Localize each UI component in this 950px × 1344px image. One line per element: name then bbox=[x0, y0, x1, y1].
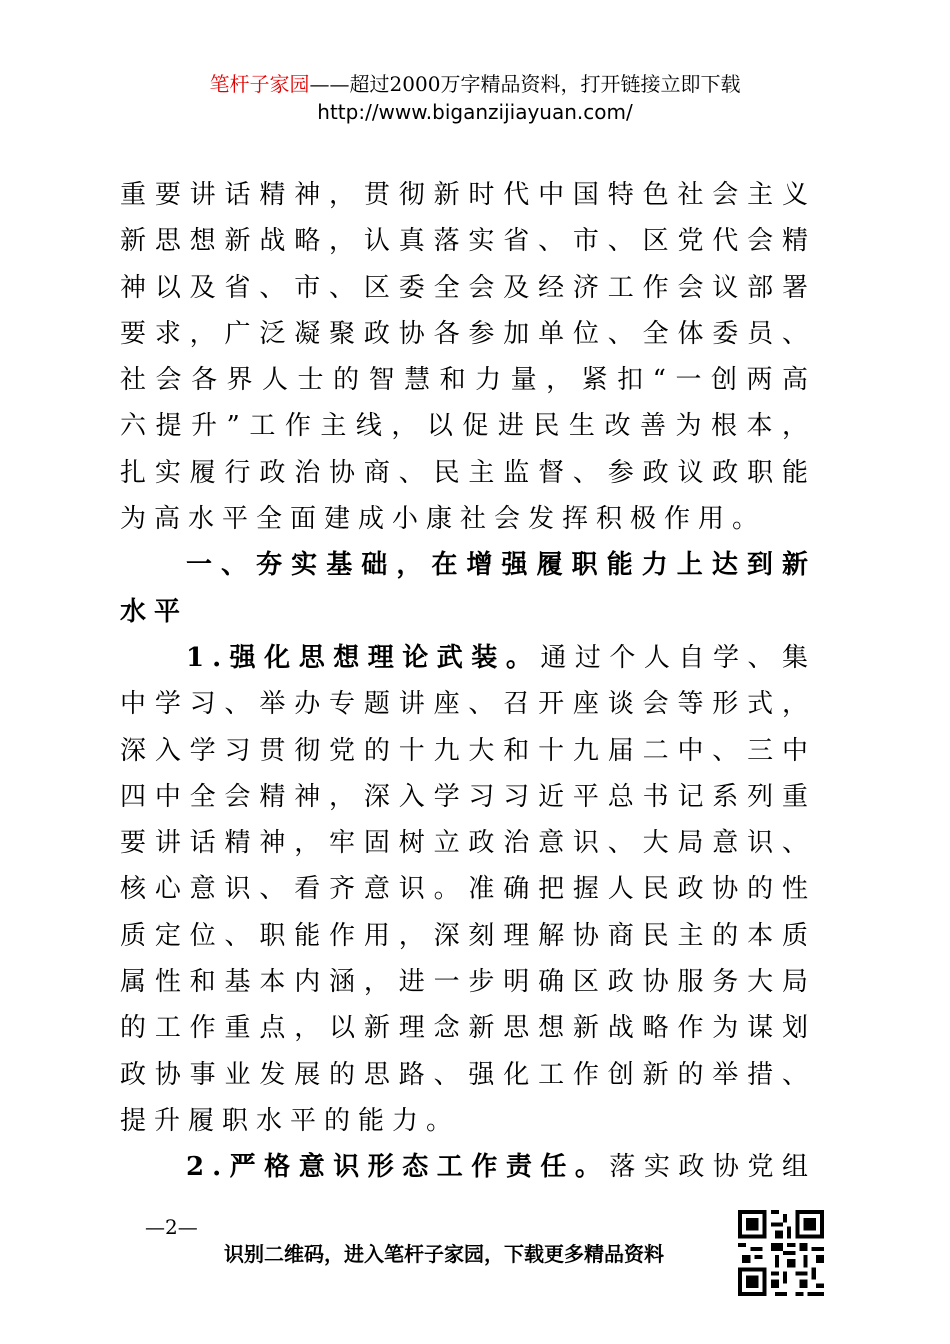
item-2-title: 2.严格意识形态工作责任。 bbox=[186, 1152, 610, 1183]
text-line: 神以及省、市、区委全会及经济工作会议部署 bbox=[120, 272, 816, 303]
item-2-first-line bbox=[120, 1144, 816, 1190]
item-1-first-line bbox=[120, 635, 816, 681]
page-number: —2— bbox=[145, 1215, 198, 1239]
header-brand: 笔杆子家园 bbox=[209, 72, 310, 96]
page-header bbox=[0, 70, 950, 126]
item-1-text: 通过个人自学、集 bbox=[540, 642, 816, 673]
text-line: 核心意识、看齐意识。准确把握人民政协的性 bbox=[120, 874, 816, 905]
item-1-title: 1.强化思想理论武装。 bbox=[186, 642, 541, 673]
header-tagline: ——超过2000万字精品资料，打开链接立即下载 bbox=[309, 72, 741, 96]
text-line: 质定位、职能作用，深刻理解协商民主的本质 bbox=[120, 920, 816, 951]
qr-code-icon[interactable] bbox=[738, 1210, 824, 1296]
text-line: 政协事业发展的思路、强化工作创新的举措、 bbox=[120, 1059, 816, 1090]
text-line: 要讲话精神，牢固树立政治意识、大局意识、 bbox=[120, 828, 816, 859]
text-line: 要求，广泛凝聚政协各参加单位、全体委员、 bbox=[120, 318, 816, 349]
text-line: 为高水平全面建成小康社会发挥积极作用。 bbox=[120, 504, 767, 535]
text-line: 社会各界人士的智慧和力量，紧扣“一创两高 bbox=[120, 365, 816, 396]
text-line: 提升履职水平的能力。 bbox=[120, 1105, 461, 1136]
text-line: 新思想新战略，认真落实省、市、区党代会精 bbox=[120, 226, 816, 257]
footer-caption: 识别二维码，进入笔杆子家园，下载更多精品资料 bbox=[224, 1242, 664, 1266]
text-line: 重要讲话精神，贯彻新时代中国特色社会主义 bbox=[120, 180, 816, 210]
text-line: 扎实履行政治协商、民主监督、参政议政职能 bbox=[120, 457, 816, 488]
document-body bbox=[120, 172, 816, 1191]
text-line: 中学习、举办专题讲座、召开座谈会等形式， bbox=[120, 689, 816, 720]
item-2-text: 落实政协党组 bbox=[609, 1152, 816, 1183]
text-line: 四中全会精神，深入学习习近平总书记系列重 bbox=[120, 781, 816, 812]
section-heading: 一、夯实基础，在增强履职能力上达到新 bbox=[186, 550, 816, 581]
text-line: 深入学习贯彻党的十九大和十九届二中、三中 bbox=[120, 735, 816, 766]
text-line: 六提升”工作主线，以促进民生改善为根本， bbox=[120, 411, 816, 442]
header-url[interactable]: http://www.biganzijiayuan.com/ bbox=[317, 100, 633, 124]
section-heading-continued: 水平 bbox=[120, 596, 189, 627]
text-line: 的工作重点，以新理念新思想新战略作为谋划 bbox=[120, 1013, 816, 1044]
text-line: 属性和基本内涵，进一步明确区政协服务大局 bbox=[120, 967, 816, 998]
